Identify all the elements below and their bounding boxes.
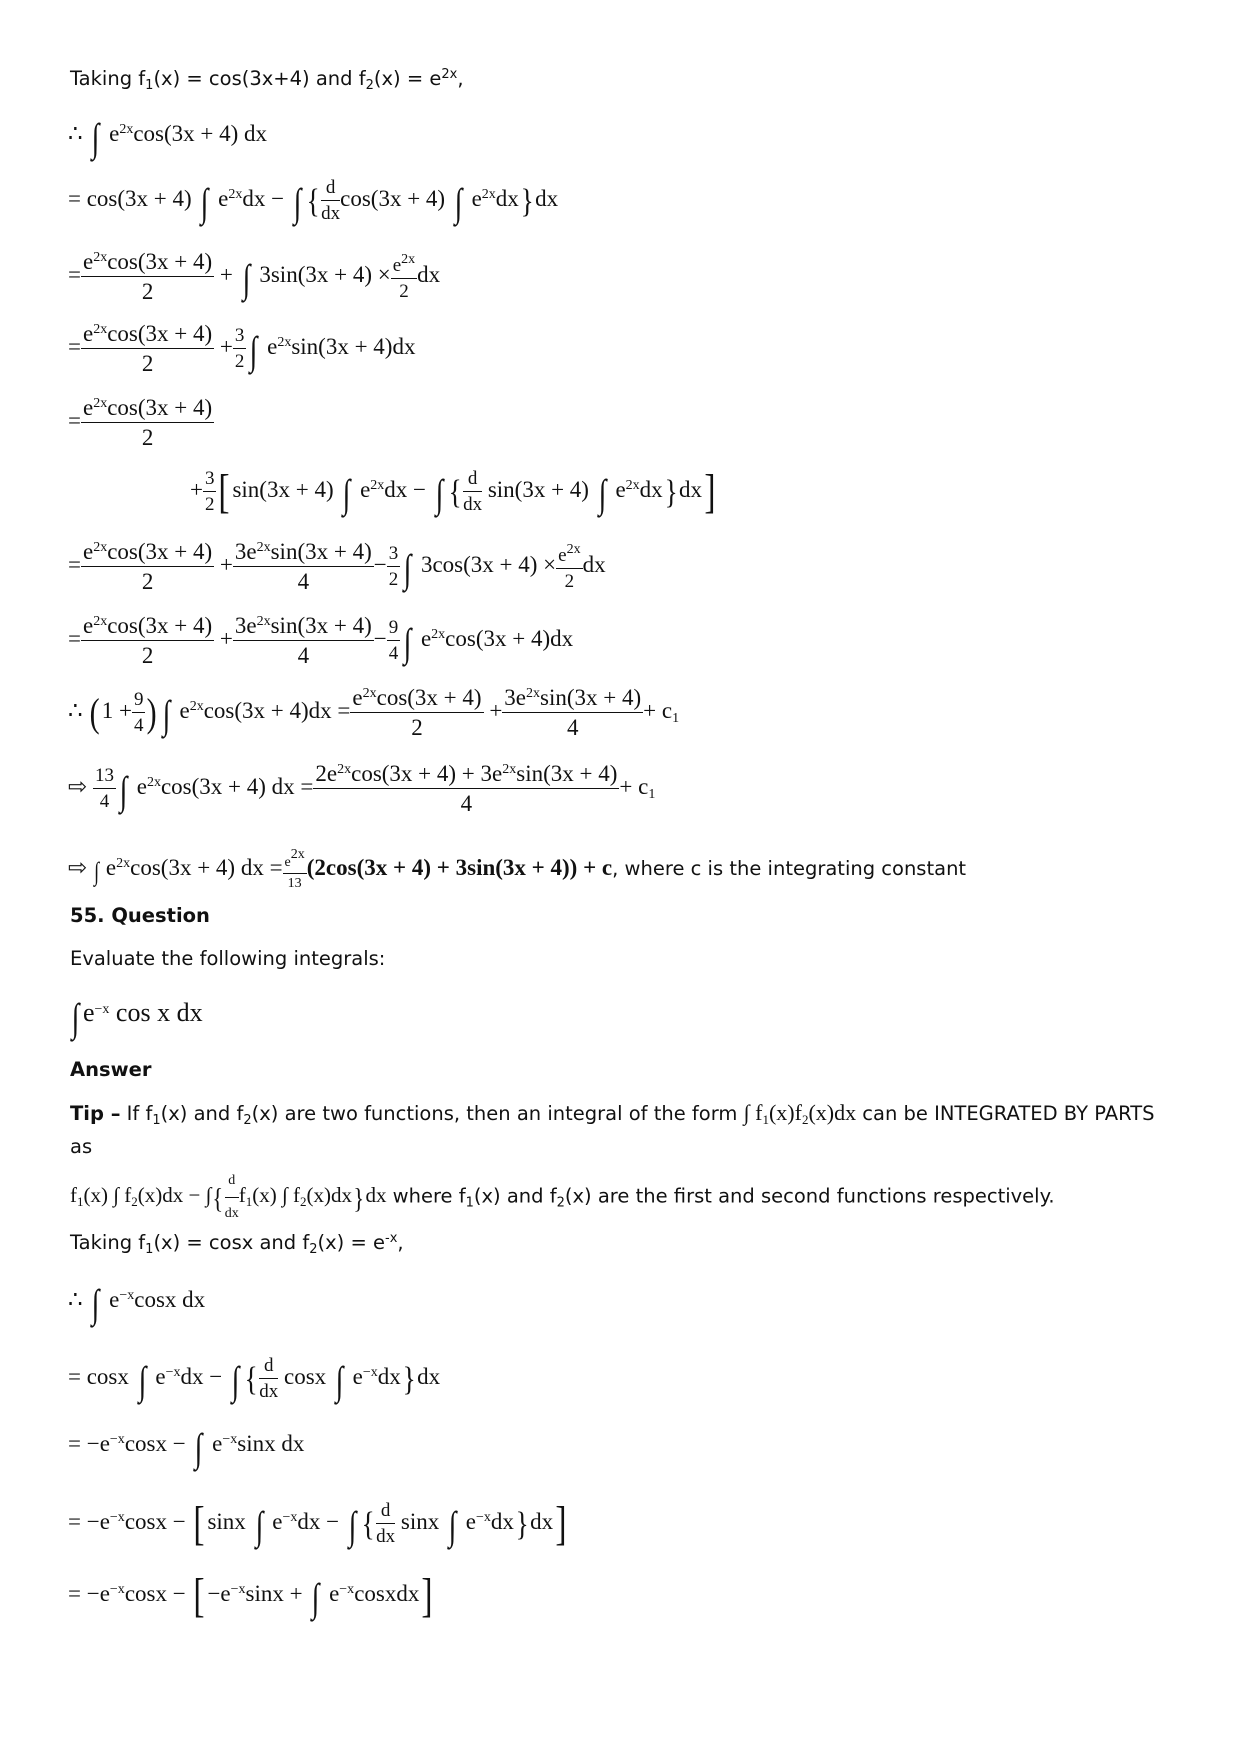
- answer-heading: Answer: [70, 1058, 152, 1081]
- math-line-11: ∴ ∫ $e^{-x}\cos x$ dx: [68, 1281, 206, 1326]
- parts-formula-line: $f_1(x)$ ∫ $f_2(x)dx$ − ∫{ $\frac{d}{dx}$ $f_1(x)$ ∫ $f_2(x)dx\}dx$ where $f_1(x)$ and $f_2(x)$ are the first and second functions respectively.: [70, 1168, 1055, 1227]
- math-line-6: = $\frac{e^{2x}\cos(3x + 4)}{2}$ + $\frac{3e^{2x}\sin(3x + 4)}{4}$ − $\frac{3}{2}$ ∫ 3cos(3x + 4) × $\frac{e^{2x}}{2}$ dx: [68, 539, 606, 594]
- math-line-12: = cosx ∫ $e^{-x}dx$ − ∫ { $\frac{d}{dx}$ cosx ∫ $e^{-x}dx\}dx$: [68, 1355, 441, 1403]
- taking-statement-2: Taking $f_1(x) = \cos x$ and $f_2(x) = e^{-x}$,: [70, 1231, 404, 1257]
- tip-paragraph: Tip – If $f_1(x)$ and $f_2(x)$ are two functions, then an integral of the form ∫ $f_1(x)f_2(x)dx$ can be INTEGRATED BY PARTS as: [70, 1100, 1155, 1158]
- math-line-5a: = $\frac{e^{2x}\cos(3x + 4)}{2}$: [68, 395, 213, 450]
- math-line-9: ⇨ $\frac{13}{4}$ ∫ $e^{2x}\cos(3x + 4)$ dx = $\frac{2e^{2x}\cos(3x + 4) + 3e^{2x}\sin(3x + 4)}{4}$ + $c_1$: [68, 761, 656, 816]
- math-line-3: = $\frac{e^{2x}\cos(3x + 4)}{2}$ + ∫ 3sin(3x + 4) × $\frac{e^{2x}}{2}$ dx: [68, 249, 441, 304]
- math-line-14: = $-e^{-x}\cos x$ − [ sinx ∫ $e^{-x}dx$ − ∫ { $\frac{d}{dx}$ sinx ∫ $e^{-x}dx\}dx$]: [68, 1497, 567, 1550]
- math-line-10: ⇨ ∫ $e^{2x}\cos(3x + 4)$ dx = $\frac{e^{2x}}{13}$ (2cos(3x + 4) + 3sin(3x + 4)) + c, where c is the integrating constant: [68, 847, 967, 891]
- question-heading: 55. Question: [70, 904, 210, 927]
- math-line-13: = $-e^{-x}\cos x$ − ∫ $e^{-x}\sin x$ dx: [68, 1425, 305, 1470]
- math-line-2: = cos(3x + 4) ∫ $e^{2x}dx$ − ∫ { $\frac{d}{dx}$ cos(3x + 4) ∫ $e^{2x}dx\}dx$: [68, 177, 559, 225]
- question-instruction: Evaluate the following integrals:: [70, 947, 386, 970]
- math-line-1: ∴ ∫ $e^{2x}\cos(3x + 4)$ dx: [68, 115, 268, 160]
- taking-statement-1: Taking $f_1(x) = \cos(3x+4)$ and $f_2(x) = e^{2x}$,: [70, 67, 464, 93]
- math-line-8: ∴ (1 + $\frac{9}{4}$ ) ∫ $e^{2x}\cos(3x + 4)dx$ = $\frac{e^{2x}\cos(3x + 4)}{2}$ + $\frac{3e^{2x}\sin(3x + 4)}{4}$ + $c_1$: [68, 685, 680, 740]
- math-line-15: = $-e^{-x}\cos x$ − [ $-e^{-x}\sin x$ + ∫ $e^{-x}cosxdx$]: [68, 1569, 433, 1622]
- math-line-7: = $\frac{e^{2x}\cos(3x + 4)}{2}$ + $\frac{3e^{2x}\sin(3x + 4)}{4}$ − $\frac{9}{4}$ ∫ $e^{2x}\cos(3x + 4)dx$: [68, 613, 574, 668]
- math-line-4: = $\frac{e^{2x}\cos(3x + 4)}{2}$ + $\frac{3}{2}$ ∫ $e^{2x}\sin(3x + 4)dx$: [68, 321, 416, 376]
- question-integral: ∫ $e^{-x}$ cos x dx: [71, 995, 203, 1040]
- math-line-5b: + $\frac{3}{2}$ [ sin(3x + 4) ∫ $e^{2x}dx$ − ∫ { $\frac{d}{dx}$ sin(3x + 4) ∫ $e^{2x}dx\}dx$]: [190, 465, 716, 518]
